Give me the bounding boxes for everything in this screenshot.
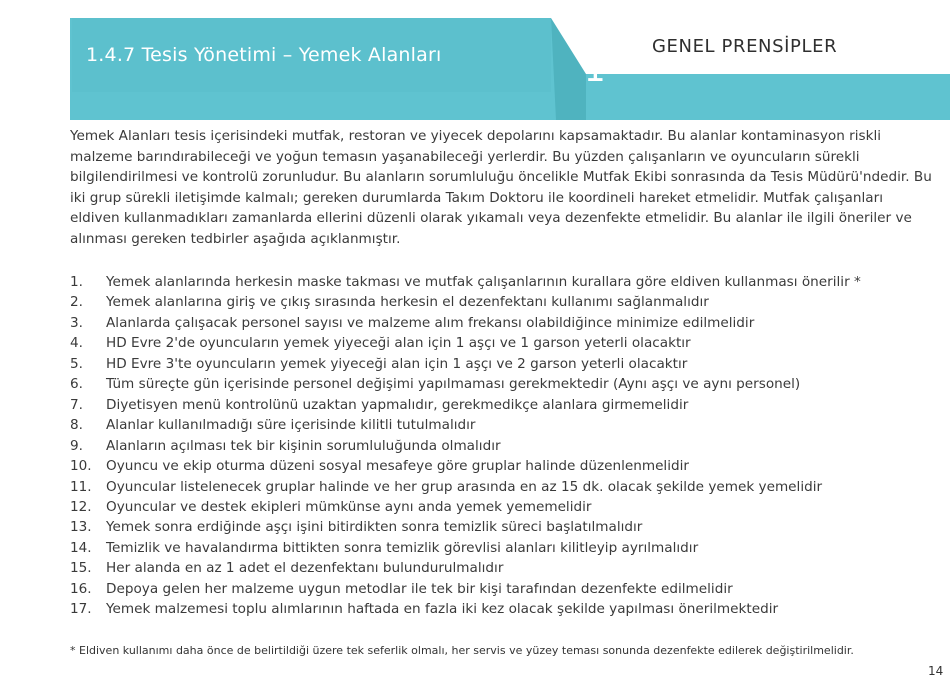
list-item (70, 374, 950, 394)
list-item-number: 17. (70, 601, 92, 618)
chapter-number: 1 (584, 50, 606, 90)
list-item (70, 333, 950, 353)
footnote: * Eldiven kullanımı daha önce de belirtildiği üzere tek seferlik olmalı, her servis ve yüzey teması sonunda dezenfekte edilerek değiştirilmelidir. (70, 644, 854, 657)
list-item-number: 5. (70, 355, 83, 372)
list-item-number: 16. (70, 580, 92, 597)
list-item-number: 1. (70, 274, 83, 290)
list-item-text: Oyuncular ve destek ekipleri mümkünse aynı anda yemek yememelidir (106, 498, 592, 515)
list-item (70, 456, 950, 476)
list-item-text: Oyuncu ve ekip oturma düzeni sosyal mesafeye göre gruplar halinde düzenlenmelidir (106, 458, 689, 475)
list-item-number: 4. (70, 335, 83, 352)
list-item-number: 7. (70, 396, 83, 413)
list-item (70, 436, 950, 456)
list-item-number: 10. (70, 458, 92, 475)
list-item-text: Depoya gelen her malzeme uygun metodlar ile tek bir kişi tarafından dezenfekte edilmelidir (106, 580, 733, 597)
list-item (70, 272, 950, 292)
list-item-text: Temizlik ve havalandırma bittikten sonra temizlik görevlisi alanları kilitleyip ayrılmalıdır (106, 539, 699, 556)
list-item-number: 12. (70, 498, 92, 515)
list-item-number: 15. (70, 560, 92, 577)
list-item (70, 599, 950, 619)
list-item-text: HD Evre 2'de oyuncuların yemek yiyeceği alan için 1 aşçı ve 1 garson yeterli olacaktır (106, 335, 691, 352)
list-item (70, 395, 950, 415)
section-title: 1.4.7 Tesis Yönetimi – Yemek Alanları (86, 44, 442, 66)
list-item-number: 11. (70, 478, 92, 495)
list-item (70, 354, 950, 374)
list-item-text: Yemek malzemesi toplu alımlarının haftada en fazla iki kez olacak şekilde yapılması önerilmektedir (106, 601, 779, 618)
rules-list (70, 272, 950, 620)
list-item (70, 477, 950, 497)
list-item-text: Yemek alanlarında herkesin maske takması ve mutfak çalışanlarının kurallara göre eldiven kullanması önerilir * (106, 274, 861, 290)
list-item-number: 8. (70, 417, 83, 434)
list-item (70, 517, 950, 537)
list-item-text: HD Evre 3'te oyuncuların yemek yiyeceği alan için 1 aşçı ve 2 garson yeterli olacaktır (106, 355, 688, 372)
list-item (70, 538, 950, 558)
list-item (70, 558, 950, 578)
list-item (70, 415, 950, 435)
list-item-text: Diyetisyen menü kontrolünü uzaktan yapmalıdır, gerekmedikçe alanlara girmemelidir (106, 396, 689, 413)
list-item-number: 2. (70, 294, 83, 311)
list-item (70, 497, 950, 517)
header-divider (520, 18, 590, 120)
chapter-title: GENEL PRENSİPLER (652, 36, 838, 57)
list-item-number: 14. (70, 539, 92, 556)
list-item-text: Oyuncular listelenecek gruplar halinde ve her grup arasında en az 15 dk. olacak şekilde yemek yemelidir (106, 478, 823, 495)
page-number: 14 (928, 664, 944, 678)
list-item-text: Alanlarda çalışacak personel sayısı ve malzeme alım frekansı olabildiğince minimize edilmelidir (106, 314, 755, 331)
list-item (70, 292, 950, 312)
list-item-text: Alanların açılması tek bir kişinin sorumluluğunda olmalıdır (106, 437, 501, 454)
list-item (70, 313, 950, 333)
list-item (70, 579, 950, 599)
list-item-text: Alanlar kullanılmadığı süre içerisinde kilitli tutulmalıdır (106, 417, 476, 434)
list-item-number: 9. (70, 437, 83, 454)
intro-paragraph: Yemek Alanları tesis içerisindeki mutfak, restoran ve yiyecek depolarını kapsamaktadır. Bu alanlar kontaminasyon riskli malzeme barındırabileceği ve yoğun temasın yaşanabileceği yerlerdir. Bu yüzden çalışanların ve oyuncuların sürekli bilgilendirilmesi ve kontrolü zorunludur. Bu alanların sorumluluğu öncelikle Mutfak Ekibi sonrasında da Tesis Müdürü'ndedir. Bu iki grup sürekli iletişimde kalmalı; gereken durumlarda Takım Doktoru ile koordineli hareket etmelidir. Mutfak çalışanları eldiven kullanmadıkları zamanlarda ellerini düzenli olarak yıkamalı veya dezenfekte etmelidir. Bu alanlar ile ilgili öneriler ve alınması gereken tedbirler aşağıda açıklanmıştır. (70, 128, 932, 247)
list-item-number: 3. (70, 314, 83, 331)
list-item-text: Her alanda en az 1 adet el dezenfektanı bulundurulmalıdır (106, 560, 504, 577)
list-item-number: 6. (70, 376, 83, 393)
list-item-number: 13. (70, 519, 92, 536)
list-item-text: Tüm süreçte gün içerisinde personel değişimi yapılmaması gerekmektedir (Aynı aşçı ve aynı personel) (106, 376, 801, 393)
list-item-text: Yemek sonra erdiğinde aşçı işini bitirdikten sonra temizlik süreci başlatılmalıdır (106, 519, 643, 536)
list-item-text: Yemek alanlarına giriş ve çıkış sırasında herkesin el dezenfektanı kullanımı sağlanmalıdır (106, 294, 709, 311)
